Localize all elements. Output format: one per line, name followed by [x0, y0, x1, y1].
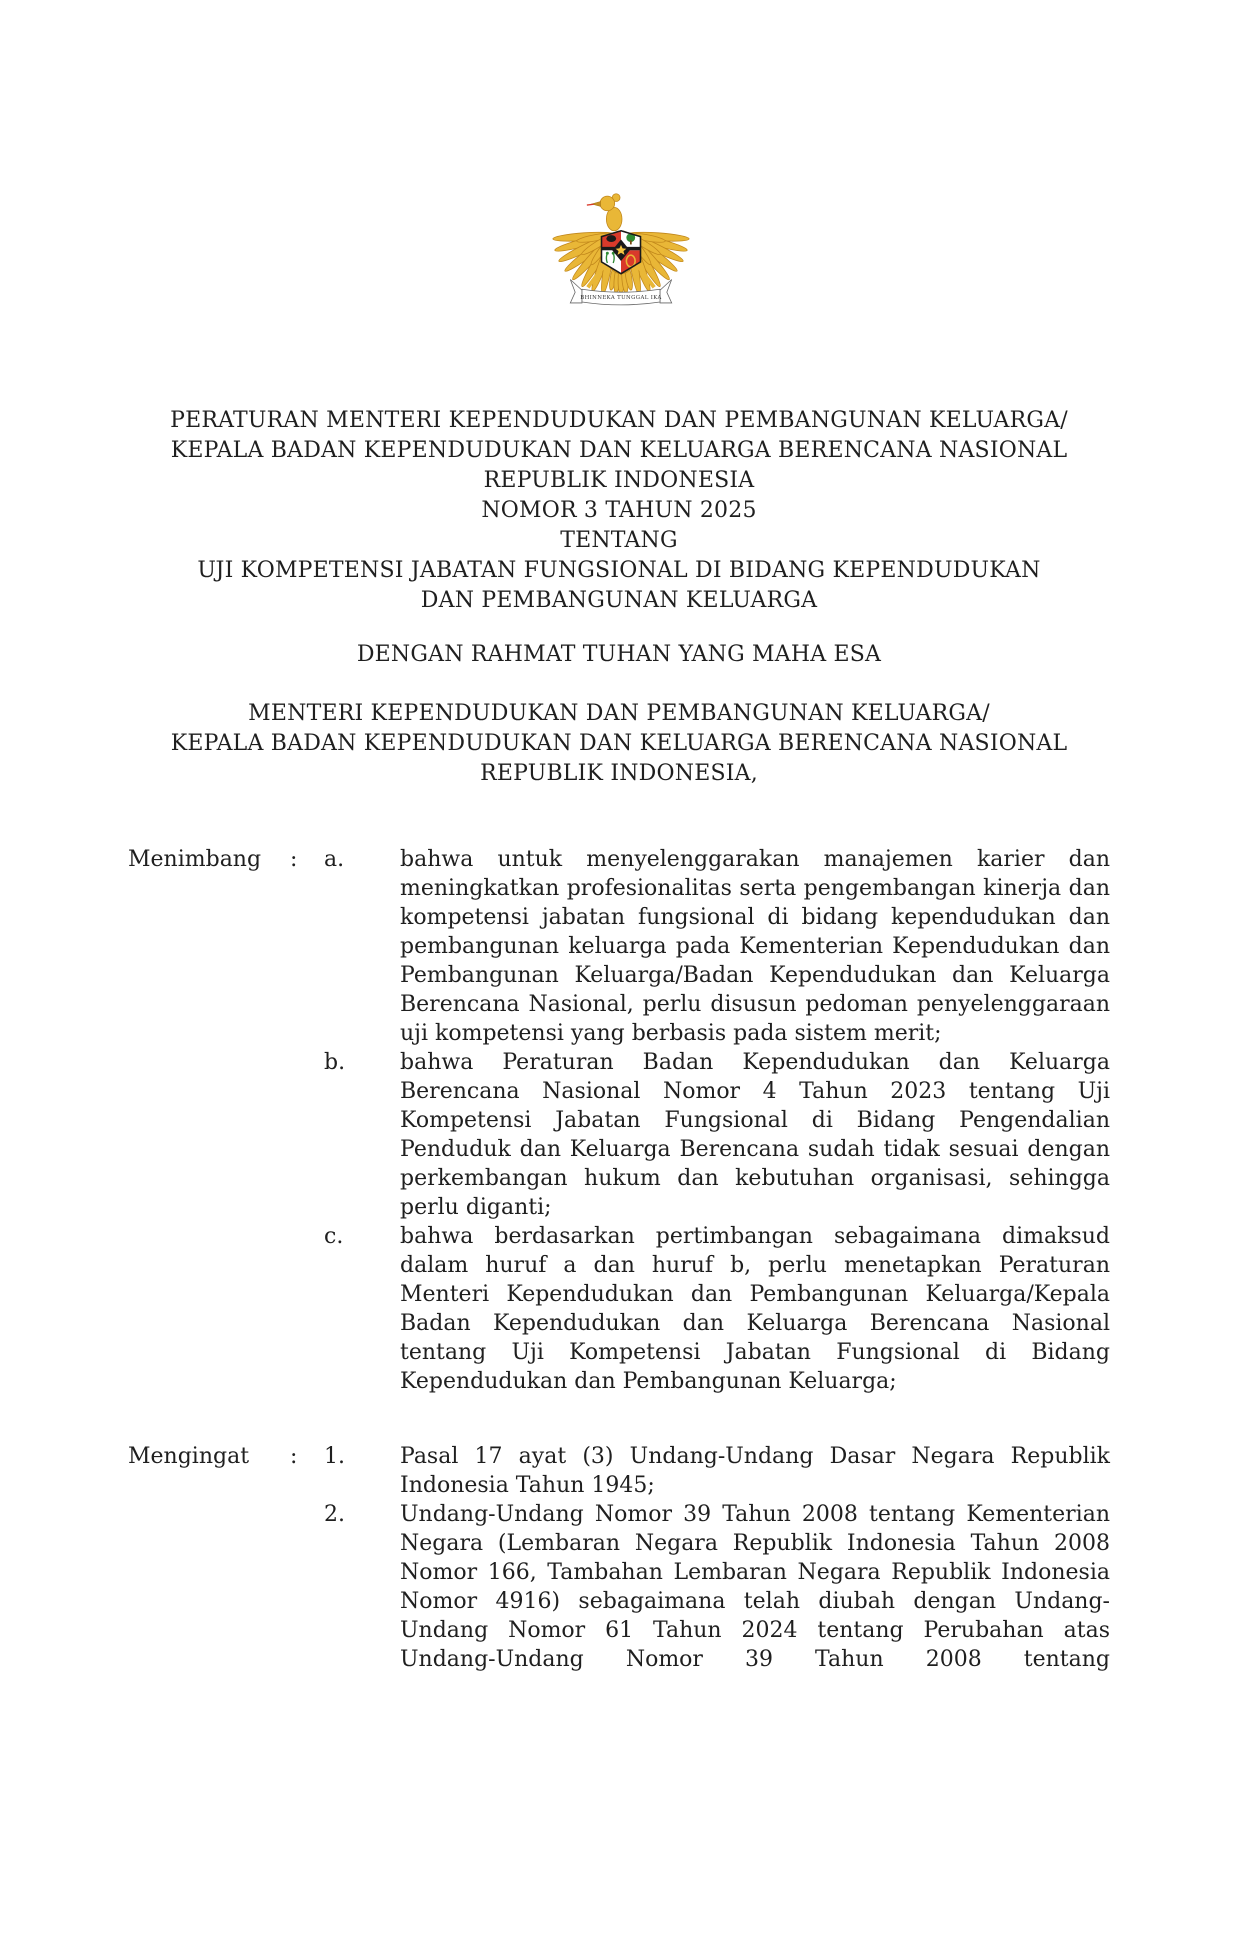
- head: [600, 196, 615, 211]
- document-title: [128, 406, 1110, 616]
- mengingat-items: [324, 1442, 1110, 1674]
- mengingat-colon: :: [290, 1444, 298, 1469]
- mengingat-item-1: [324, 1442, 1110, 1500]
- item-text: bahwa berdasarkan pertimbangan sebagaimana dimaksud dalam huruf a dan huruf b, perlu menetapkan Peraturan Menteri Kependudukan dan Pembangunan Keluarga/Kepala Badan Kependudukan dan Keluarga Berencana Nasional tentang Uji Kompetensi Jabatan Fungsional di Bidang Kependudukan dan Pembangunan Keluarga;: [400, 1224, 1110, 1394]
- authority-line: REPUBLIK INDONESIA,: [480, 761, 758, 786]
- menimbang-label: Menimbang: [128, 847, 262, 872]
- menimbang-section: [128, 845, 1110, 1396]
- menimbang-items: [324, 845, 1110, 1396]
- item-text: bahwa Peraturan Badan Kependudukan dan Keluarga Berencana Nasional Nomor 4 Tahun 2023 tentang Uji Kompetensi Jabatan Fungsional di Bidang Pengendalian Penduduk dan Keluarga Berencana sudah tidak sesuai dengan perkembangan hukum dan kebutuhan organisasi, sehingga perlu diganti;: [400, 1050, 1110, 1220]
- mengingat-label: Mengingat: [128, 1444, 250, 1469]
- menimbang-colon: :: [290, 847, 298, 872]
- item-marker: b.: [324, 1050, 346, 1075]
- menimbang-item-b: [324, 1048, 1110, 1222]
- mengingat-item-2: [324, 1500, 1110, 1674]
- item-text: Undang-Undang Nomor 39 Tahun 2008 tentang Kementerian Negara (Lembaran Negara Republik Indonesia Tahun 2008 Nomor 166, Tambahan Lembaran Negara Republik Indonesia Nomor 4916) sebagaimana telah diubah dengan Undang-Undang Nomor 61 Tahun 2024 tentang Perubahan atas Undang-Undang Nomor 39 Tahun 2008 tentang: [400, 1502, 1110, 1672]
- tongue: [586, 204, 593, 205]
- title-line-number: NOMOR 3 TAHUN 2025: [481, 498, 757, 523]
- item-text: bahwa untuk menyelenggarakan manajemen karier dan meningkatkan profesionalitas serta pengembangan kinerja dan kompetensi jabatan fungsional di bidang kependudukan dan pembangunan keluarga pada Kementerian Kependudukan dan Pembangunan Keluarga/Badan Kependudukan dan Keluarga Berencana Nasional, perlu disusun pedoman penyelenggaraan uji kompetensi yang berbasis pada sistem merit;: [400, 847, 1110, 1046]
- item-marker: c.: [324, 1224, 344, 1249]
- item-marker: a.: [324, 847, 345, 872]
- title-line: KEPALA BADAN KEPENDUDUKAN DAN KELUARGA BERENCANA NASIONAL: [170, 438, 1068, 463]
- document-body: [128, 406, 1110, 1674]
- item-marker: 2.: [324, 1502, 345, 1527]
- title-line: UJI KOMPETENSI JABATAN FUNGSIONAL DI BIDANG KEPENDUDUKAN: [197, 558, 1041, 583]
- title-line: DAN PEMBANGUNAN KELUARGA: [420, 588, 818, 613]
- title-line-tentang: TENTANG: [560, 528, 678, 553]
- authority-line: KEPALA BADAN KEPENDUDUKAN DAN KELUARGA BERENCANA NASIONAL: [170, 731, 1068, 756]
- menimbang-item-c: [324, 1222, 1110, 1396]
- invocation-line: DENGAN RAHMAT TUHAN YANG MAHA ESA: [356, 642, 882, 667]
- garuda-pancasila-emblem: [543, 168, 699, 315]
- mengingat-section: [128, 1442, 1110, 1674]
- authority-block: [128, 699, 1110, 789]
- title-line: PERATURAN MENTERI KEPENDUDUKAN DAN PEMBANGUNAN KELUARGA/: [170, 408, 1068, 433]
- motto-text: BHINNEKA TUNGGAL IKA: [579, 295, 662, 302]
- title-line: REPUBLIK INDONESIA: [483, 468, 755, 493]
- item-marker: 1.: [324, 1444, 345, 1469]
- authority-line: MENTERI KEPENDUDUKAN DAN PEMBANGUNAN KELUARGA/: [248, 701, 990, 726]
- item-text: Pasal 17 ayat (3) Undang-Undang Dasar Negara Republik Indonesia Tahun 1945;: [400, 1444, 1110, 1498]
- menimbang-item-a: [324, 845, 1110, 1048]
